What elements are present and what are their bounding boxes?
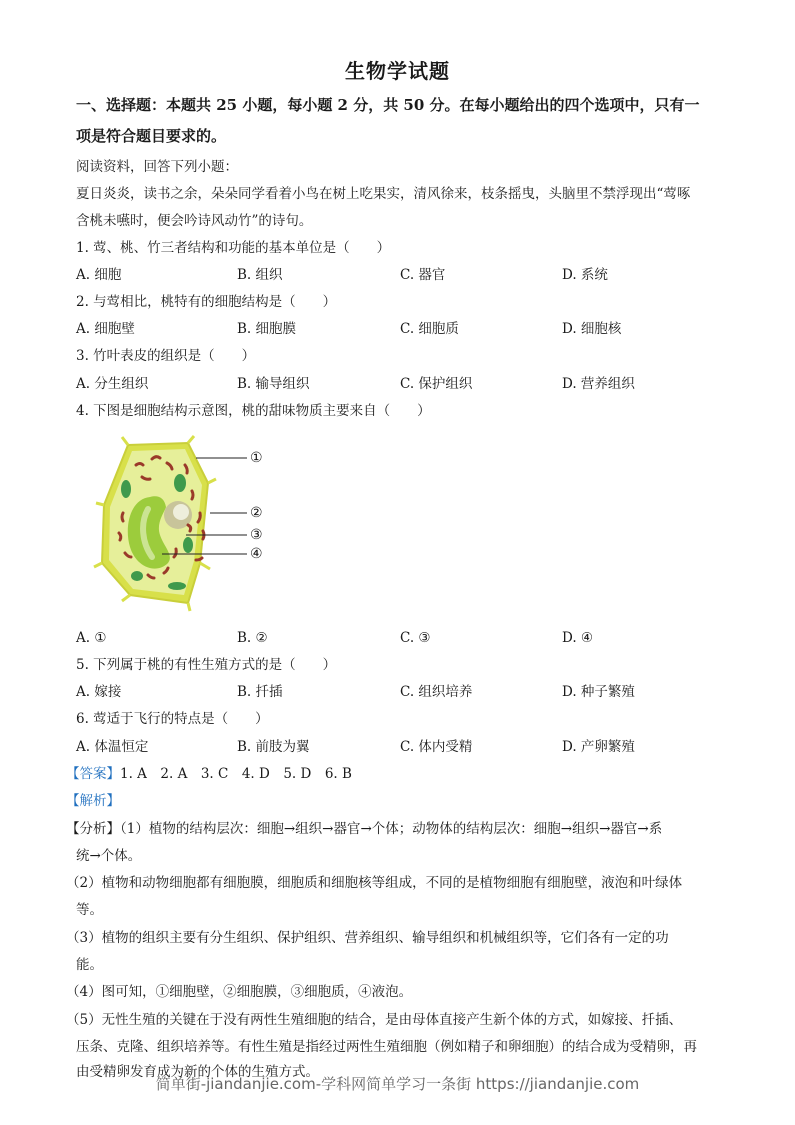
answer-tag: 【答案】 xyxy=(66,766,120,782)
option-b: B. ② xyxy=(237,630,268,646)
option-a: A. ① xyxy=(76,630,107,646)
analysis-line-1: 【分析】（1）植物的结构层次：细胞→组织→器官→个体；动物体的结构层次：细胞→组织→器官→系 xyxy=(66,821,663,837)
option-c: C. 体内受精 xyxy=(400,739,473,755)
diagram-label-1: ① xyxy=(250,450,263,466)
option-b: B. 细胞膜 xyxy=(237,321,297,337)
option-c: C. 细胞质 xyxy=(400,321,459,337)
passage-line2: 含桃未嚥时，便会吟诗风动竹”的诗句。 xyxy=(76,213,313,229)
analysis-line-10: 由受精卵发育成为新的个体的生殖方式。 xyxy=(76,1064,319,1080)
analysis-tag: 【解析】 xyxy=(66,793,120,809)
reading-intro: 阅读资料，回答下列小题： xyxy=(76,159,238,175)
question-1-stem: 1. 莺、桃、竹三者结构和功能的基本单位是（ ） xyxy=(76,240,391,256)
option-a: A. 体温恒定 xyxy=(76,739,149,755)
page-title: 生物学试题 xyxy=(345,59,450,83)
option-a: A. 细胞 xyxy=(76,267,122,283)
option-b: B. 输导组织 xyxy=(237,376,310,392)
option-d: D. 营养组织 xyxy=(562,376,635,392)
question-5-stem: 5. 下列属于桃的有性生殖方式的是（ ） xyxy=(76,657,337,673)
analysis-line-7: （4）图可知，①细胞壁，②细胞膜，③细胞质，④液泡。 xyxy=(66,984,413,1000)
question-2-stem: 2. 与莺相比，桃特有的细胞结构是（ ） xyxy=(76,294,337,310)
plant-cell-diagram xyxy=(90,435,290,615)
analysis-line-8: （5）无性生殖的关键在于没有两性生殖细胞的结合，是由母体直接产生新个体的方式，如嫁接、扦插、 xyxy=(66,1012,683,1028)
site-watermark: 简单街-jiandanjie.com-学科网简单学习一条街 https://jiandanjie.com xyxy=(155,1075,640,1093)
option-c: C. 保护组织 xyxy=(400,376,473,392)
option-d: D. 种子繁殖 xyxy=(562,684,635,700)
analysis-line-9: 压条、克隆、组织培养等。有性生殖是指经过两性生殖细胞（例如精子和卵细胞）的结合成为受精卵，再 xyxy=(76,1039,697,1055)
option-c: C. ③ xyxy=(400,630,431,646)
question-6-stem: 6. 莺适于飞行的特点是（ ） xyxy=(76,711,269,727)
passage-line1: 夏日炎炎，读书之余，朵朵同学看着小鸟在树上吃果实，清风徐来，枝条摇曳，头脑里不禁浮现出“莺啄 xyxy=(76,186,691,202)
question-4-stem: 4. 下图是细胞结构示意图，桃的甜味物质主要来自（ ） xyxy=(76,403,431,419)
option-d: D. ④ xyxy=(562,630,594,646)
option-a: A. 嫁接 xyxy=(76,684,122,700)
question-3-stem: 3. 竹叶表皮的组织是（ ） xyxy=(76,348,256,364)
answer-line xyxy=(66,765,352,783)
option-b: B. 扦插 xyxy=(237,684,283,700)
option-d: D. 细胞核 xyxy=(562,321,622,337)
option-d: D. 产卵繁殖 xyxy=(562,739,635,755)
option-a: A. 细胞壁 xyxy=(76,321,135,337)
analysis-line-3: （2）植物和动物细胞都有细胞膜，细胞质和细胞核等组成，不同的是植物细胞有细胞壁，液泡和叶绿体 xyxy=(66,875,683,891)
diagram-label-2: ② xyxy=(250,505,263,521)
analysis-line-5: （3）植物的组织主要有分生组织、保护组织、营养组织、输导组织和机械组织等，它们各有一定的功 xyxy=(66,930,669,946)
option-b: B. 前肢为翼 xyxy=(237,739,310,755)
option-c: C. 器官 xyxy=(400,267,446,283)
section-heading-line1: 一、选择题：本题共 25 小题，每小题 2 分，共 50 分。在每小题给出的四个选项中，只有一 xyxy=(76,96,700,114)
option-b: B. 组织 xyxy=(237,267,283,283)
analysis-line-6: 能。 xyxy=(76,957,103,973)
option-a: A. 分生组织 xyxy=(76,376,149,392)
diagram-label-4: ④ xyxy=(250,546,263,562)
answer-text: 1. A 2. A 3. C 4. D 5. D 6. B xyxy=(120,766,352,782)
diagram-label-3: ③ xyxy=(250,527,263,543)
analysis-line-4: 等。 xyxy=(76,902,103,918)
analysis-line-2: 统→个体。 xyxy=(76,848,142,864)
option-c: C. 组织培养 xyxy=(400,684,473,700)
option-d: D. 系统 xyxy=(562,267,608,283)
section-heading-line2: 项是符合题目要求的。 xyxy=(76,127,227,145)
